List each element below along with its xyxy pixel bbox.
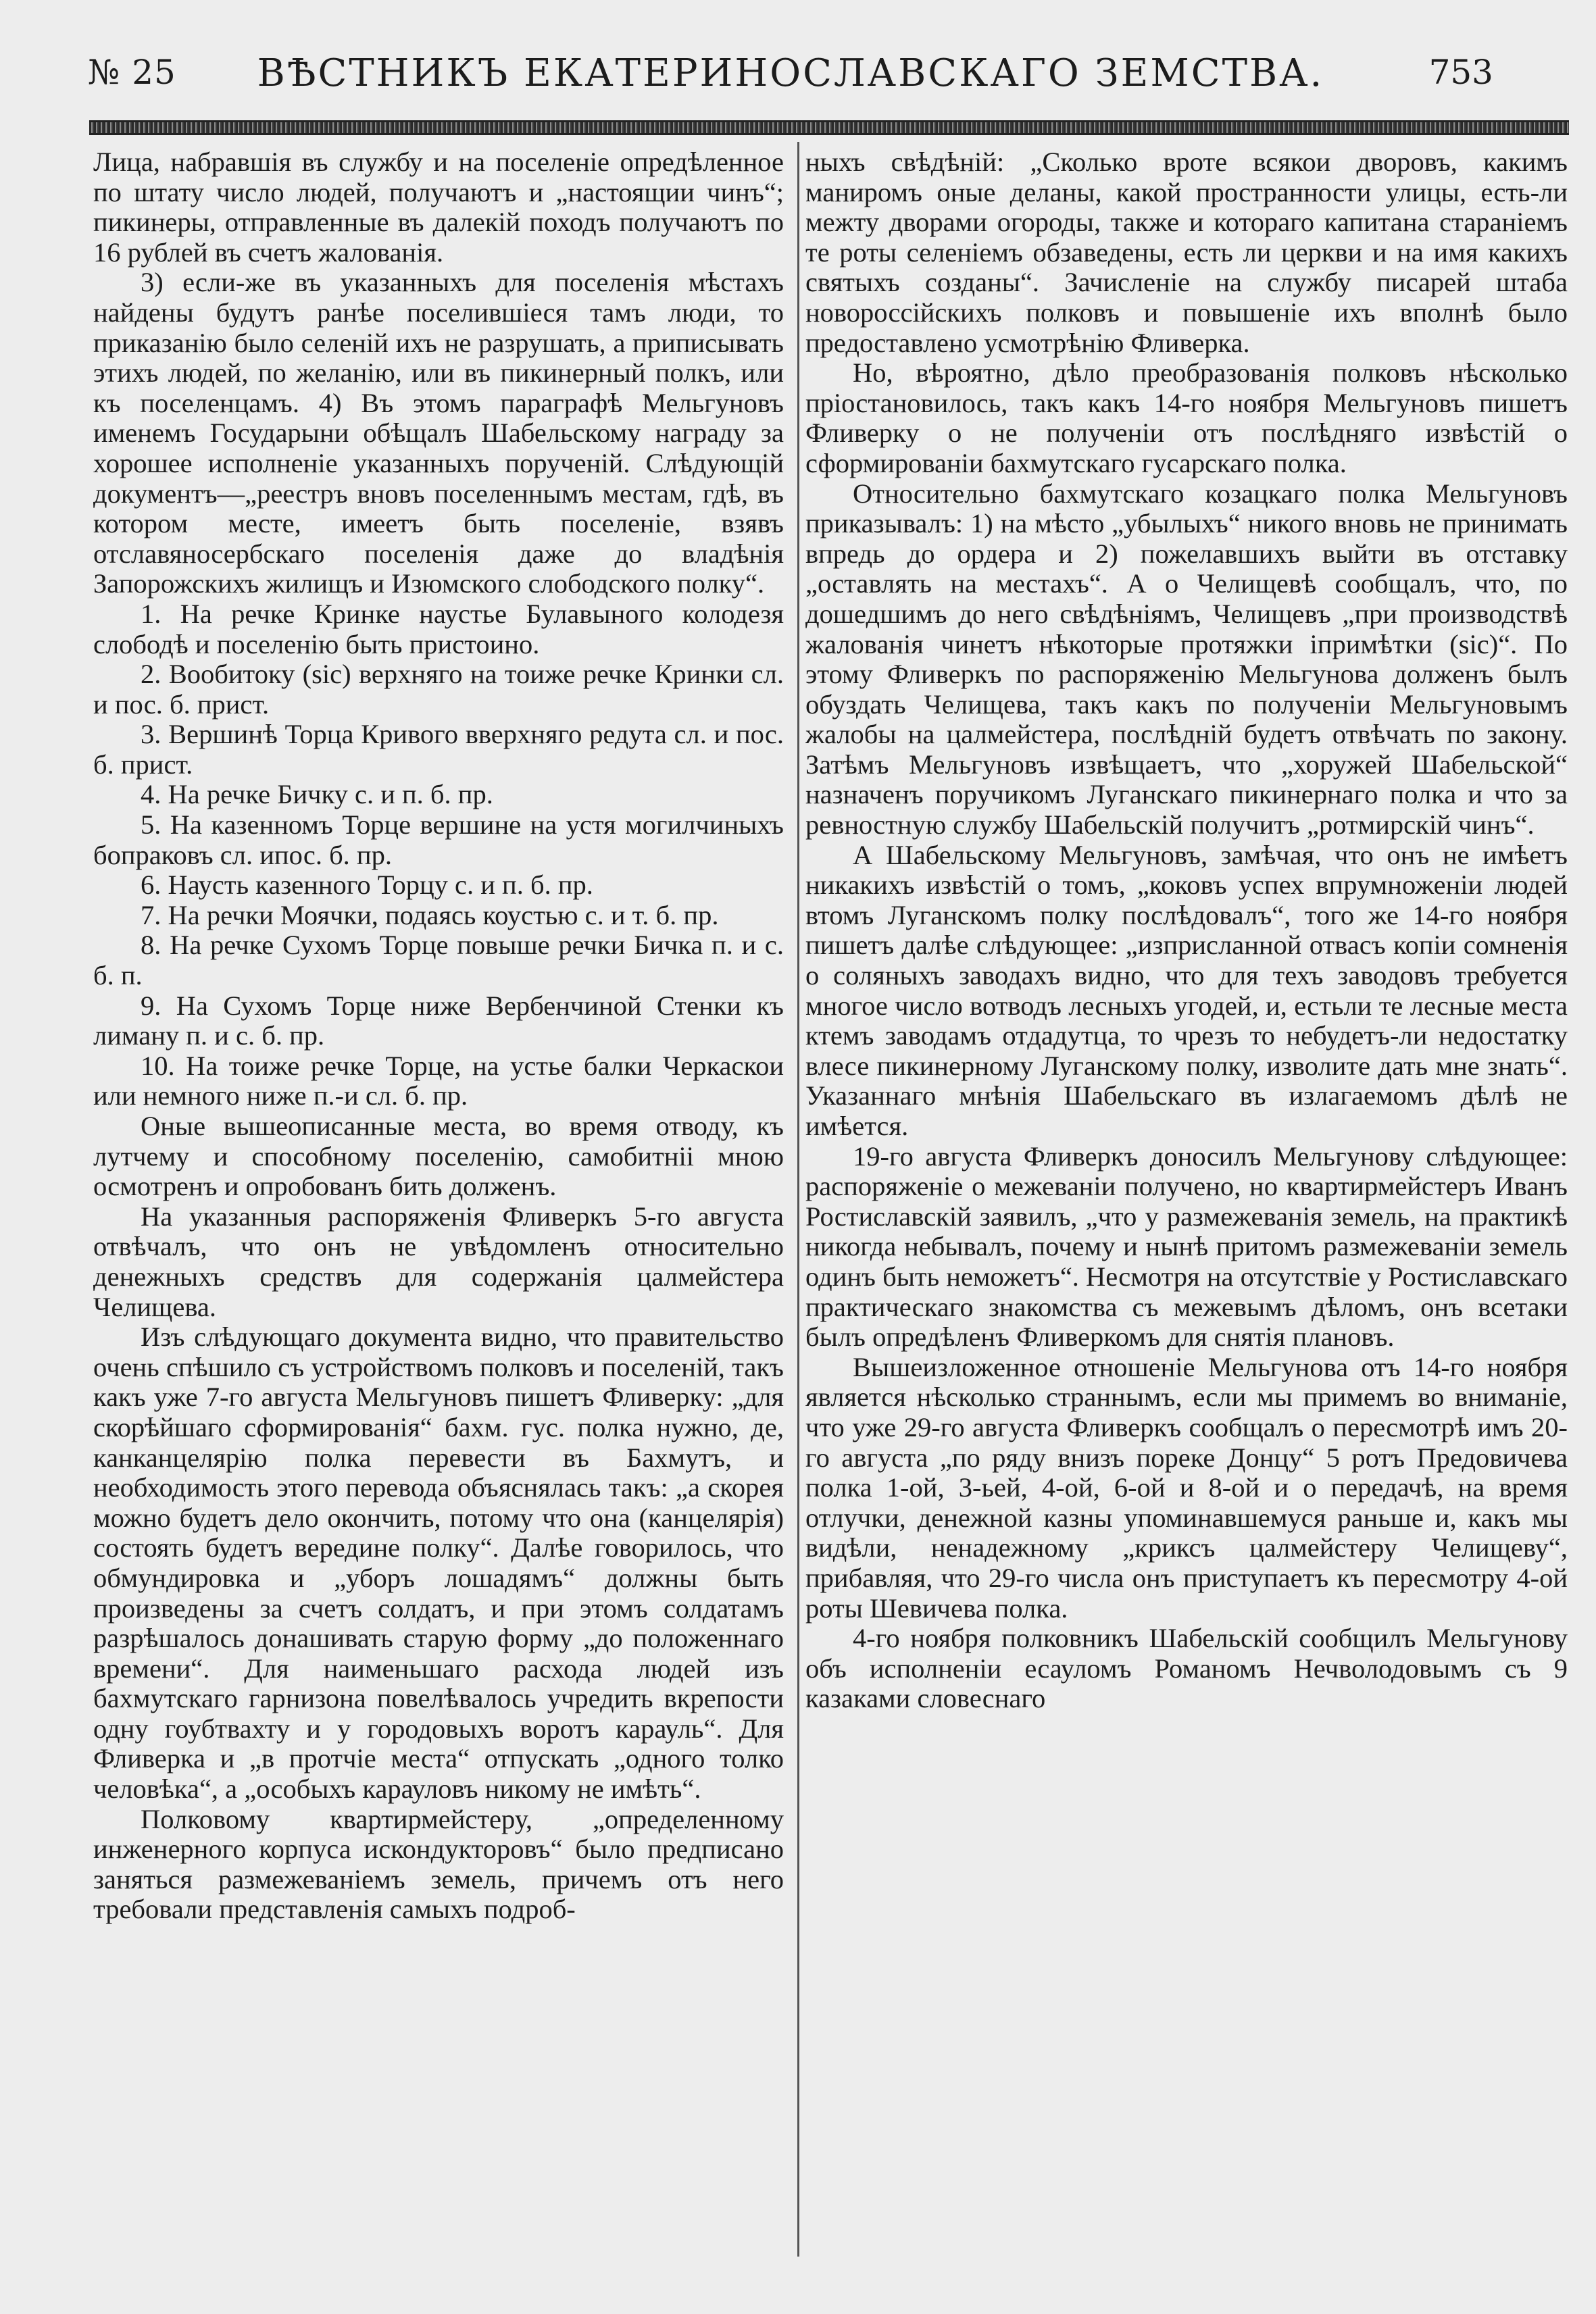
text-paragraph: 3) если-же въ указанныхъ для поселенія мѣстахъ найдены будутъ ранѣе поселившіеся тамъ люди, то приказанію было селеній ихъ не разрушать, а приписывать этихъ людей, по желанію, или въ пикинерный полкъ, или къ поселенцамъ. 4) Въ этомъ параграфѣ Мельгуновъ именемъ Государыни обѣщалъ Шабельскому награду за хорошее исполненіе указанныхъ порученій. Слѣдующій документъ—„реестръ вновъ поселеннымъ местам, гдѣ, въ котором месте, имеетъ быть поселеніе, взявъ отславяносербскаго поселенія даже до владѣнія Запорожскихъ жилищъ и Изюмского слободского полку“. (93, 267, 784, 599)
text-paragraph: Полковому квартирмейстеру, „определенному инженерного корпуса искондукторовъ“ было предписано заняться размежеваніемъ земель, причемъ отъ него требовали представленія самыхъ подроб- (93, 1803, 784, 1925)
right-column (805, 147, 1568, 2255)
list-item-paragraph: 7. На речки Моячки, подаясь коустью с. и т. б. пр. (141, 899, 719, 930)
list-item-paragraph: 3. Вершинѣ Торца Кривого вверхняго редута сл. и пос. б. прист. (93, 719, 784, 780)
text-paragraph: На указанныя распоряженія Фливеркъ 5-го августа отвѣчалъ, что онъ не увѣдомленъ относительно денежныхъ средствъ для содержанія цалмейстера Челищева. (93, 1201, 784, 1322)
list-item-paragraph: 5. На казенномъ Торце вершине на устя могилчиныхъ бопраковъ сл. ипос. б. пр. (93, 809, 784, 870)
list-item-paragraph: 8. На речке Сухомъ Торце повыше речки Бичка п. и с. б. п. (93, 930, 784, 991)
list-item-paragraph: 2. Вообитоку (sic) верхняго на тоиже речке Кринки сл. и пос. б. прист. (93, 659, 784, 720)
header-rule (89, 120, 1569, 135)
text-paragraph: ныхъ свѣдѣній: „Сколько вроте всякои дворовъ, какимъ маниромъ оные деланы, какой пространности улицы, есть-ли межту дворами огороды, также и котораго капитана стараніемъ те роты селеніемъ обзаведены, есть ли церкви и на имя какихъ святыхъ созданы“. Зачисленіе на службу писарей штаба новороссійскихъ полковъ и повышеніе ихъ вполнѣ было предоставлено усмотрѣнію Фливерка. (805, 147, 1568, 358)
text-paragraph: Изъ слѣдующаго документа видно, что правительство очень спѣшило съ устройствомъ полковъ и поселеній, такъ какъ уже 7-го августа Мельгуновъ пишетъ Фливерку: „для скорѣйшаго сформированія“ бахм. гус. полка нужно, де, канканцелярію полка перевести въ Бахмутъ, и необходимость этого перевода объяснялась такъ: „а скорея можно будетъ дело окончить, потому что она (канцелярія) состоять будетъ вередине полку“. Далѣе говорилось, что обмундировка и „уборъ лошадямъ“ должны быть произведены за счетъ солдатъ, и при этомъ солдатамъ разрѣшалось донашивать старую форму „до положеннаго времени“. Для наименьшаго расхода людей изъ бахмутскаго гарнизона повелѣвалось учредить вкрепости одну гоубтвахту и у городовыхъ воротъ карауль“. Для Фливерка и „в протчіе места“ отпускать „одного толко человѣка“, а „особыхъ карауловъ никому не имѣть“. (93, 1322, 784, 1805)
list-item-paragraph: 4. На речке Бичку с. и п. б. пр. (141, 779, 493, 810)
list-item-paragraph: 10. На тоиже речке Торце, на устье балки Черкаскои или немного ниже п.-и сл. б. пр. (93, 1050, 784, 1111)
issue-number: № 25 (88, 53, 176, 92)
text-paragraph: А Шабельскому Мельгуновъ, замѣчая, что онъ не имѣетъ никакихъ извѣстій о томъ, „коковъ успех впрумноженіи людей втомъ Луганскомъ полку послѣдовалъ“, того же 14-го ноября пишетъ далѣе слѣдующее: „изприсланной отвасъ копіи сомненія о соляныхъ заводахъ видно, что для техъ заводовъ требуется многое число вотводъ лесныхъ угодей, и, естьли те лесные места ктемъ заводамъ отдадутца, то чрезъ то небудетъ-ли недостатку влесе пикинерному Луганскому полку, изволите дать мне знать“. Указаннаго мнѣнія Шабельскаго въ излагаемомъ дѣлѣ не имѣется. (805, 839, 1568, 1141)
text-paragraph: 19-го августа Фливеркъ доносилъ Мельгунову слѣдующее: распоряженіе о межеваніи получено, но квартирмейстеръ Иванъ Ростиславскій заявилъ, „что у размежеванія земель, на практикѣ никогда небывалъ, почему и нынѣ притомъ размежеваніи земель одинъ быть неможетъ“. Несмотря на отсутствіе у Ростиславскаго практическаго знакомства съ межевымъ дѣломъ, онъ всетаки былъ опредѣленъ Фливеркомъ для снятія плановъ. (805, 1140, 1568, 1353)
page-number: 753 (1428, 53, 1493, 92)
list-item-paragraph: 1. На речке Кринке наустье Булавыного колодезя слободѣ и поселенію быть пристоино. (93, 598, 784, 659)
left-column (93, 147, 784, 2255)
text-paragraph: 4-го ноября полковникъ Шабельскій сообщилъ Мельгунову объ исполненіи есауломъ Романомъ Нечволодовымъ съ 9 казаками словеснаго (805, 1623, 1568, 1714)
text-paragraph: Но, вѣроятно, дѣло преобразованія полковъ нѣсколько пріостановилось, такъ какъ 14-го ноября Мельгуновъ пишетъ Фливерку о не полученіи отъ послѣдняго извѣстій о сформированіи бахмутскаго гусарскаго полка. (805, 357, 1568, 478)
list-item-paragraph: 9. На Сухомъ Торце ниже Вербенчиной Стенки къ лиману п. и с. б. пр. (93, 990, 784, 1051)
list-item-paragraph: Оные вышеописанные места, во время отводу, къ лутчему и способному поселенію, самобитніі мною осмотренъ и опробованъ бить долженъ. (93, 1111, 784, 1202)
text-paragraph: Лица, набравшія въ службу и на поселеніе опредѣленное по штату число людей, получаютъ и „настоящии чинъ“; пикинеры, отправленные въ далекій походъ получаютъ по 16 рублей въ счетъ жалованія. (93, 147, 784, 268)
publication-title: ВѢСТНИКЪ ЕКАТЕРИНОСЛАВСКАГО ЗЕМСТВА. (257, 51, 1324, 95)
page-header (88, 49, 1493, 109)
text-paragraph: Относительно бахмутскаго козацкаго полка Мельгуновъ приказывалъ: 1) на мѣсто „убылыхъ“ никого вновь не принимать впредь до ордера и 2) пожелавшихъ выйти въ отставку „оставлять на местахъ“. А о Челищевѣ сообщалъ, что, по дошедшимъ до него свѣдѣніямъ, Челищевъ „при производствѣ жалованія чинетъ нѣкоторые протяжки іпримѣтки (sic)“. По этому Фливеркъ по распоряженію Мельгунова долженъ былъ обуздать Челищева, такъ какъ по полученіи Мельгуновымъ жалобы на цалмейстера, послѣдній будетъ отвѣчать по закону. Затѣмъ Мельгуновъ извѣщаетъ, что „хоружей Шабельской“ назначенъ поручикомъ Луганскаго пикинернаго полка и что за ревностную службу Шабельскій получитъ „ротмирскій чинъ“. (805, 478, 1568, 840)
text-paragraph: Вышеизложенное отношеніе Мельгунова отъ 14-го ноября является нѣсколько страннымъ, если мы примемъ во вниманіе, что уже 29-го августа Фливеркъ сообщалъ о пересмотрѣ имъ 20-го августа „по ряду внизъ пореке Донцу“ 5 ротъ Предовичева полка 1-ой, 3-ьей, 4-ой, 6-ой и 8-ой и о передачѣ, на время отлучки, денежной казны упоминавшемуся раньше и, какъ мы видѣли, ненадежному „криксъ цалмейстеру Челищеву“, прибавляя, что 29-го числа онъ приступаетъ къ пересмотру 4-ой роты Шевичева полка. (805, 1351, 1568, 1624)
list-item-paragraph: 6. Наусть казенного Торцу с. и п. б. пр. (141, 870, 593, 901)
column-divider (797, 142, 799, 2257)
